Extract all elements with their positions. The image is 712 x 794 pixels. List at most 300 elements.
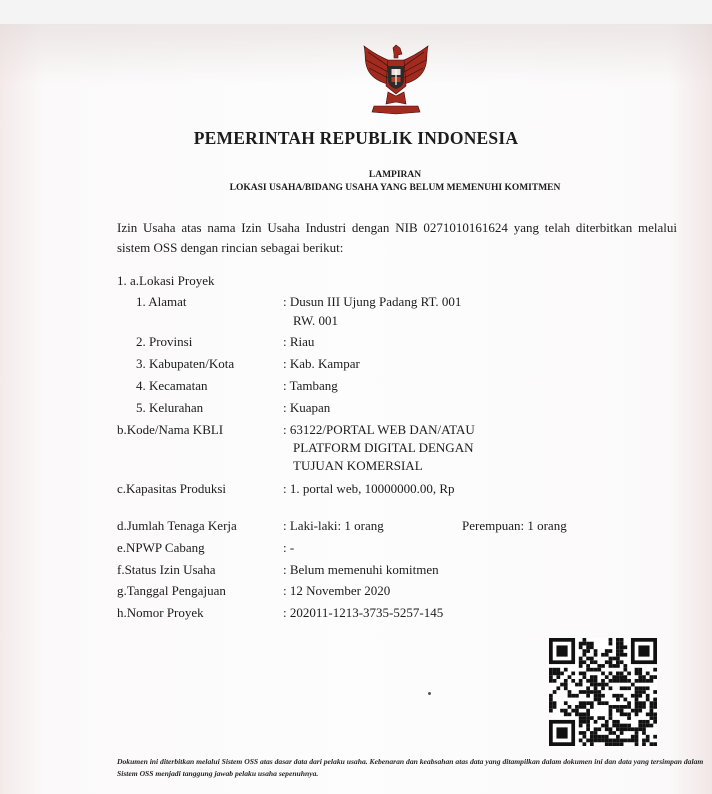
qr-module: [650, 709, 654, 713]
qr-module: [597, 716, 601, 720]
qr-module: [642, 731, 646, 735]
qr-module: [650, 724, 654, 728]
qr-module: [620, 742, 624, 746]
qr-module: [623, 675, 627, 679]
qr-module: [549, 679, 553, 683]
qr-module: [597, 735, 601, 739]
qr-module: [635, 739, 639, 743]
qr-module: [638, 720, 642, 724]
qr-module: [635, 701, 639, 705]
qr-module: [653, 716, 657, 720]
qr-module: [583, 720, 587, 724]
qr-module: [609, 642, 613, 646]
kecamatan-label: 4. Kecamatan: [136, 378, 208, 393]
qr-module: [575, 705, 579, 709]
qr-module: [586, 701, 590, 705]
qr-module: [620, 660, 624, 664]
qr-module: [609, 649, 613, 653]
qr-module: [635, 694, 639, 698]
qr-module: [623, 653, 627, 657]
qr-module: [579, 731, 583, 735]
provinsi-value: : Riau: [283, 334, 315, 349]
qr-module: [586, 720, 590, 724]
qr-module: [560, 672, 564, 676]
qr-module: [635, 672, 639, 676]
qr-module: [549, 709, 553, 713]
garuda-emblem-icon: [360, 44, 432, 120]
footer-disclaimer: Dokumen ini diterbitkan melalui Sistem OSS atas dasar data dari pelaku usaha. Kebenaran dan keabsahan atas data yang ditampilkan dalam dokumen ini dan data yang tersimpan dalam Sistem OSS menjadi tanggung jawab pelaku usaha sepenuhnya.: [117, 757, 704, 778]
qr-module: [579, 712, 583, 716]
qr-module: [638, 675, 642, 679]
qr-module: [549, 675, 553, 679]
qr-module: [575, 709, 579, 713]
qr-module: [638, 668, 642, 672]
qr-module: [579, 724, 583, 728]
qr-module: [583, 660, 587, 664]
qr-module: [549, 705, 553, 709]
qr-module: [583, 731, 587, 735]
qr-module: [549, 701, 553, 705]
qr-module: [605, 653, 609, 657]
status-label: f.Status Izin Usaha: [117, 562, 216, 577]
qr-module: [631, 727, 635, 731]
qr-module: [627, 739, 631, 743]
qr-module: [612, 675, 616, 679]
qr-module: [620, 642, 624, 646]
qr-module: [635, 698, 639, 702]
qr-module: [635, 709, 639, 713]
qr-module: [642, 724, 646, 728]
qr-module: [620, 653, 624, 657]
qr-module: [646, 679, 650, 683]
qr-module: [605, 727, 609, 731]
qr-module: [564, 709, 568, 713]
qr-module: [605, 720, 609, 724]
qr-module: [571, 672, 575, 676]
qr-module: [597, 690, 601, 694]
qr-module: [590, 675, 594, 679]
qr-module: [653, 701, 657, 705]
kelurahan-value: : Kuapan: [283, 400, 331, 415]
qr-module: [594, 735, 598, 739]
qr-module: [590, 679, 594, 683]
qr-module: [616, 642, 620, 646]
qr-module: [620, 724, 624, 728]
qr-module: [623, 705, 627, 709]
qr-module: [583, 701, 587, 705]
qr-module: [609, 672, 613, 676]
qr-module: [579, 679, 583, 683]
qr-module: [620, 731, 624, 735]
qr-module: [642, 720, 646, 724]
tenaga-kerja-laki-value: : Laki-laki: 1 orang: [283, 518, 384, 533]
qr-module: [586, 664, 590, 668]
qr-module: [605, 742, 609, 746]
qr-module: [638, 679, 642, 683]
kbli-value-line3: TUJUAN KOMERSIAL: [293, 458, 423, 473]
qr-module: [609, 686, 613, 690]
kabupaten-value: : Kab. Kampar: [283, 356, 360, 371]
qr-module: [627, 686, 631, 690]
qr-module: [568, 675, 572, 679]
qr-module: [612, 731, 616, 735]
qr-module: [631, 694, 635, 698]
qr-module: [650, 675, 654, 679]
qr-module: [553, 690, 557, 694]
qr-module: [549, 694, 553, 698]
qr-module: [638, 724, 642, 728]
qr-module: [601, 664, 605, 668]
qr-module: [564, 668, 568, 672]
alamat-value-line2: RW. 001: [293, 313, 339, 328]
qr-module: [646, 724, 650, 728]
npwp-value: : -: [283, 540, 295, 555]
qr-module: [568, 705, 572, 709]
qr-module: [635, 735, 639, 739]
npwp-label: e.NPWP Cabang: [117, 540, 205, 555]
qr-module: [594, 668, 598, 672]
qr-module: [553, 705, 557, 709]
qr-module: [609, 727, 613, 731]
qr-module: [620, 686, 624, 690]
qr-module: [583, 638, 587, 642]
qr-module: [616, 694, 620, 698]
qr-module: [605, 724, 609, 728]
qr-module: [571, 694, 575, 698]
qr-module: [590, 742, 594, 746]
kbli-value-line2: PLATFORM DIGITAL DENGAN: [293, 440, 474, 455]
qr-module: [638, 694, 642, 698]
qr-module: [579, 683, 583, 687]
qr-module: [605, 675, 609, 679]
qr-module: [594, 720, 598, 724]
top-bar: [0, 0, 712, 24]
qr-module: [616, 742, 620, 746]
qr-module: [586, 645, 590, 649]
qr-module: [556, 675, 560, 679]
qr-module: [653, 712, 657, 716]
section-lokasi-label: 1. a.Lokasi Proyek: [117, 273, 215, 288]
qr-module: [612, 739, 616, 743]
qr-module: [616, 675, 620, 679]
qr-module: [635, 679, 639, 683]
qr-module: [605, 739, 609, 743]
qr-module: [601, 724, 605, 728]
qr-module: [609, 742, 613, 746]
qr-module: [620, 675, 624, 679]
qr-module: [605, 735, 609, 739]
qr-module: [612, 664, 616, 668]
qr-module: [616, 739, 620, 743]
qr-module: [631, 683, 635, 687]
qr-module: [631, 735, 635, 739]
qr-module: [609, 657, 613, 661]
qr-module: [616, 698, 620, 702]
qr-module: [612, 679, 616, 683]
qr-module: [616, 664, 620, 668]
qr-module: [594, 649, 598, 653]
qr-module: [583, 735, 587, 739]
qr-module: [635, 742, 639, 746]
qr-module: [638, 645, 649, 656]
qr-module: [620, 649, 624, 653]
qr-module: [612, 705, 616, 709]
qr-module: [638, 686, 642, 690]
qr-module: [646, 698, 650, 702]
qr-module: [586, 679, 590, 683]
qr-module: [575, 712, 579, 716]
qr-module: [642, 679, 646, 683]
qr-module: [549, 668, 553, 672]
qr-module: [579, 716, 583, 720]
nomor-proyek-label: h.Nomor Proyek: [117, 605, 204, 620]
qr-module: [553, 679, 557, 683]
qr-module: [590, 701, 594, 705]
qr-module: [642, 690, 646, 694]
qr-module: [601, 686, 605, 690]
qr-module: [623, 727, 627, 731]
qr-module: [597, 694, 601, 698]
qr-module: [597, 727, 601, 731]
qr-module: [650, 712, 654, 716]
qr-module: [597, 664, 601, 668]
qr-module: [594, 660, 598, 664]
qr-module: [597, 701, 601, 705]
qr-module: [653, 698, 657, 702]
qr-module: [612, 742, 616, 746]
qr-module: [631, 739, 635, 743]
qr-module: [616, 735, 620, 739]
qr-module: [590, 690, 594, 694]
qr-module: [556, 645, 567, 656]
qr-module: [627, 712, 631, 716]
qr-module: [627, 727, 631, 731]
qr-module: [586, 739, 590, 743]
qr-module: [627, 679, 631, 683]
qr-module: [627, 724, 631, 728]
qr-module: [575, 694, 579, 698]
qr-module: [616, 653, 620, 657]
kecamatan-value: : Tambang: [283, 378, 338, 393]
kabupaten-label: 3. Kabupaten/Kota: [136, 356, 235, 371]
qr-module: [616, 679, 620, 683]
kbli-label: b.Kode/Nama KBLI: [117, 422, 224, 437]
qr-module: [594, 690, 598, 694]
qr-module: [605, 649, 609, 653]
qr-module: [635, 686, 639, 690]
qr-module: [650, 705, 654, 709]
tanggal-label: g.Tanggal Pengajuan: [117, 583, 226, 598]
qr-module: [612, 724, 616, 728]
qr-module: [609, 716, 613, 720]
qr-module: [556, 668, 560, 672]
qr-module: [620, 638, 624, 642]
qr-module: [597, 739, 601, 743]
qr-module: [620, 709, 624, 713]
qr-module: [635, 712, 639, 716]
qr-module: [601, 653, 605, 657]
qr-module: [623, 645, 627, 649]
speck-mark: [428, 692, 431, 695]
qr-module: [638, 705, 642, 709]
qr-module: [583, 653, 587, 657]
qr-module: [635, 705, 639, 709]
qr-module: [553, 672, 557, 676]
qr-module: [616, 724, 620, 728]
qr-module: [586, 694, 590, 698]
qr-module: [583, 705, 587, 709]
qr-module: [609, 731, 613, 735]
qr-module: [616, 672, 620, 676]
qr-module: [583, 712, 587, 716]
qr-module: [590, 683, 594, 687]
intro-paragraph: Izin Usaha atas nama Izin Usaha Industri dengan NIB 0271010161624 yang telah diterbitkan melalui sistem OSS dengan rincian sebagai berikut:: [117, 220, 677, 255]
qr-module: [653, 705, 657, 709]
qr-module: [586, 690, 590, 694]
kelurahan-label: 5. Kelurahan: [136, 400, 204, 415]
qr-module: [638, 727, 642, 731]
qr-module: [590, 668, 594, 672]
qr-module: [579, 657, 583, 661]
qr-module: [609, 638, 613, 642]
qr-module: [638, 690, 642, 694]
qr-module: [564, 679, 568, 683]
qr-module: [568, 694, 572, 698]
kapasitas-value: : 1. portal web, 10000000.00, Rp: [283, 481, 455, 496]
qr-module: [623, 712, 627, 716]
qr-module: [571, 679, 575, 683]
qr-module: [556, 686, 560, 690]
qr-module: [601, 735, 605, 739]
qr-module: [616, 705, 620, 709]
qr-module: [601, 716, 605, 720]
qr-module: [594, 694, 598, 698]
qr-module: [623, 668, 627, 672]
qr-module: [583, 690, 587, 694]
qr-module: [605, 701, 609, 705]
qr-module: [623, 664, 627, 668]
qr-module: [590, 716, 594, 720]
qr-module: [549, 698, 553, 702]
qr-module: [650, 716, 654, 720]
qr-module: [590, 731, 594, 735]
qr-module: [616, 720, 620, 724]
qr-module: [579, 701, 583, 705]
qr-module: [642, 675, 646, 679]
qr-module: [650, 679, 654, 683]
qr-module: [605, 660, 609, 664]
qr-module: [564, 686, 568, 690]
qr-module: [635, 668, 639, 672]
qr-module: [609, 705, 613, 709]
qr-module: [590, 657, 594, 661]
qr-module: [620, 672, 624, 676]
qr-module: [623, 739, 627, 743]
qr-module: [620, 645, 624, 649]
qr-module: [579, 660, 583, 664]
qr-module: [642, 701, 646, 705]
qr-module: [560, 709, 564, 713]
qr-module: [594, 683, 598, 687]
qr-module: [553, 701, 557, 705]
qr-module: [609, 712, 613, 716]
qr-module: [583, 716, 587, 720]
qr-module: [579, 642, 583, 646]
kbli-value: : 63122/PORTAL WEB DAN/ATAU: [283, 422, 475, 437]
qr-module: [623, 724, 627, 728]
qr-module: [653, 675, 657, 679]
qr-module: [556, 727, 567, 738]
qr-module: [590, 645, 594, 649]
qr-module: [620, 739, 624, 743]
qr-module: [553, 668, 557, 672]
alamat-label: 1. Alamat: [136, 294, 187, 309]
qr-module: [560, 683, 564, 687]
qr-module: [601, 739, 605, 743]
qr-module: [646, 672, 650, 676]
qr-module: [653, 690, 657, 694]
qr-module: [620, 727, 624, 731]
qr-module: [635, 731, 639, 735]
tenaga-kerja-label: d.Jumlah Tenaga Kerja: [117, 518, 237, 533]
qr-module: [653, 742, 657, 746]
qr-module: [597, 683, 601, 687]
qr-module: [564, 712, 568, 716]
qr-module: [583, 675, 587, 679]
qr-module: [594, 698, 598, 702]
qr-module: [653, 668, 657, 672]
qr-module: [616, 649, 620, 653]
qr-module: [586, 709, 590, 713]
qr-module: [609, 660, 613, 664]
qr-module: [583, 642, 587, 646]
qr-module: [579, 690, 583, 694]
nomor-proyek-value: : 202011-1213-3735-5257-145: [283, 605, 444, 620]
qr-module: [638, 672, 642, 676]
qr-module: [594, 739, 598, 743]
qr-module: [594, 679, 598, 683]
qr-module: [594, 731, 598, 735]
qr-module: [586, 712, 590, 716]
qr-module: [590, 739, 594, 743]
qr-module: [594, 675, 598, 679]
qr-code-icon[interactable]: [549, 638, 657, 746]
qr-module: [642, 739, 646, 743]
kapasitas-label: c.Kapasitas Produksi: [117, 481, 227, 496]
qr-module: [579, 664, 583, 668]
qr-module: [623, 698, 627, 702]
qr-module: [586, 668, 590, 672]
qr-module: [594, 727, 598, 731]
qr-module: [646, 720, 650, 724]
qr-module: [605, 683, 609, 687]
qr-module: [638, 709, 642, 713]
qr-module: [623, 679, 627, 683]
qr-module: [586, 657, 590, 661]
qr-module: [590, 660, 594, 664]
qr-module: [646, 712, 650, 716]
qr-module: [653, 735, 657, 739]
qr-module: [620, 679, 624, 683]
qr-module: [601, 694, 605, 698]
qr-module: [650, 701, 654, 705]
qr-module: [568, 690, 572, 694]
qr-module: [620, 705, 624, 709]
qr-module: [609, 664, 613, 668]
qr-module: [586, 686, 590, 690]
qr-module: [579, 739, 583, 743]
qr-module: [609, 679, 613, 683]
